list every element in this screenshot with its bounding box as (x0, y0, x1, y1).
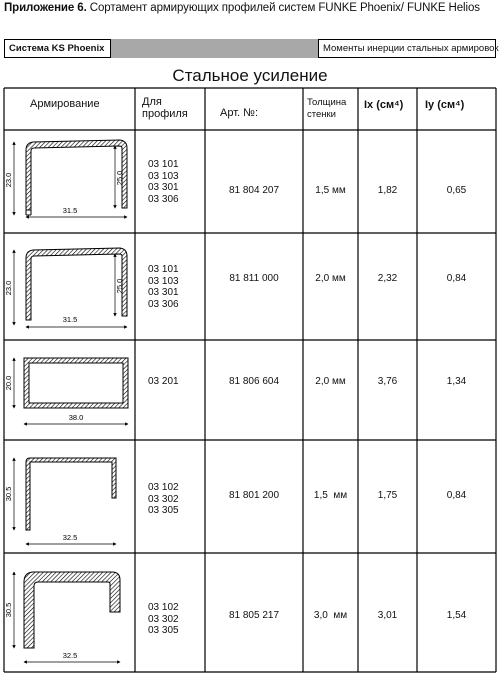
row-1-ix: 1,82 (377, 185, 398, 196)
system-label: Система KS Phoenix (4, 39, 111, 58)
dim-height-left: 23.0 (4, 172, 13, 188)
dim-height-right: 25.0 (115, 278, 124, 294)
profile-code: 03 305 (148, 625, 179, 636)
profile-code: 03 306 (148, 193, 179, 205)
table-title: Стальное усиление (172, 66, 328, 85)
row-2-iy: 0,84 (446, 273, 467, 284)
row-2-thickness: 2,0 мм (315, 273, 346, 284)
row-1-art: 81 804 207 (228, 185, 280, 196)
row-3-iy: 1,34 (446, 376, 467, 387)
row-4-thickness: 1,5 мм (313, 490, 348, 501)
header-reinforcement: Армирование (30, 98, 100, 110)
dim-width: 32.5 (62, 533, 78, 542)
profile-drawing-3 (4, 358, 128, 424)
header-profile-line1: Для (142, 96, 162, 108)
dim-width: 31.5 (62, 206, 78, 215)
profile-code: 03 306 (148, 298, 179, 310)
row-3-art: 81 806 604 (228, 376, 280, 387)
profile-code: 03 102 (148, 482, 179, 493)
header-thickness-line1: Толщина (307, 97, 347, 108)
profile-code: 03 103 (148, 275, 179, 287)
row-5-art: 81 805 217 (228, 610, 280, 621)
profile-code: 03 101 (148, 264, 179, 275)
row-2-ix: 2,32 (377, 273, 398, 284)
dim-height-left: 20.0 (4, 375, 13, 391)
profile-drawing-4 (4, 458, 116, 544)
row-5-iy: 1,54 (446, 610, 467, 621)
row-4-iy: 0,84 (446, 490, 467, 501)
dim-height-left: 30.5 (4, 602, 13, 618)
row-3-ix: 3,76 (377, 376, 398, 387)
row-1-iy: 0,65 (446, 185, 467, 196)
dim-height-left: 23.0 (4, 280, 13, 296)
header-thickness-line2: стенки (307, 109, 336, 120)
profile-code: 03 302 (148, 493, 179, 505)
dim-width: 32.5 (62, 651, 78, 660)
profile-code: 03 101 (148, 159, 179, 170)
profile-code: 03 305 (148, 505, 179, 516)
caption-prefix: Приложение 6. (4, 2, 87, 14)
header-art: Арт. №: (220, 107, 259, 119)
profile-code: 03 302 (148, 613, 179, 625)
profile-code: 03 103 (148, 170, 179, 182)
profile-code: 03 201 (148, 376, 179, 387)
row-5-thickness: 3,0 мм (313, 610, 348, 621)
profile-code: 03 301 (148, 287, 179, 298)
caption-text: Сортамент армирующих профилей систем FUNKE Phoenix/ FUNKE Helios (89, 2, 480, 14)
dim-width: 38.0 (68, 413, 84, 422)
section-label: Моменты инерции стальных армировок (318, 39, 496, 58)
dim-height-right: 25.0 (115, 170, 124, 186)
row-4-art: 81 801 200 (228, 490, 280, 501)
dim-height-left: 30.5 (4, 486, 13, 502)
profile-code: 03 102 (148, 602, 179, 613)
row-3-thickness: 2,0 мм (315, 376, 346, 387)
header-profile-line2: профиля (142, 108, 188, 120)
header-ix: Ix (см⁴) (364, 99, 404, 111)
profile-drawing-1 (4, 140, 127, 217)
row-1-thickness: 1,5 мм (315, 185, 346, 196)
row-4-ix: 1,75 (377, 490, 398, 501)
profile-code: 03 301 (148, 182, 179, 193)
profile-drawing-5 (4, 572, 120, 662)
header-iy: Iy (см⁴) (425, 99, 465, 111)
dim-width: 31.5 (62, 315, 78, 324)
profile-drawing-2 (4, 248, 127, 327)
row-5-ix: 3,01 (377, 610, 398, 621)
row-2-art: 81 811 000 (229, 273, 279, 284)
